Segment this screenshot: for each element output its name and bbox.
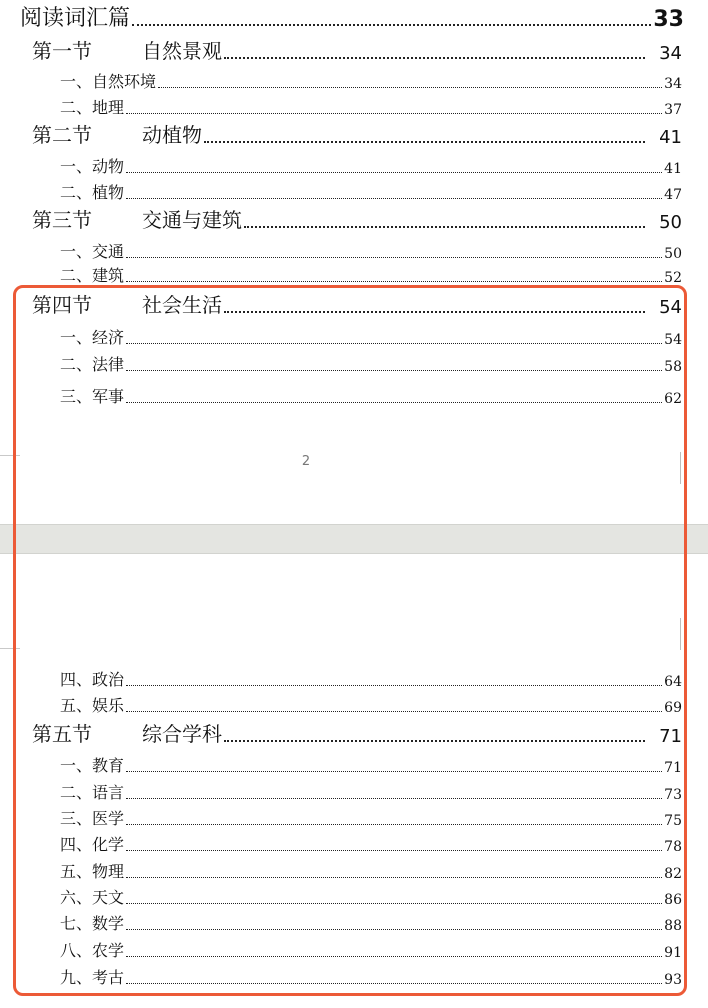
toc-section-2[interactable] bbox=[0, 122, 708, 148]
toc-leader bbox=[126, 798, 662, 799]
toc-item-label: 五、娱乐 bbox=[60, 696, 125, 715]
toc-page-number: 52 bbox=[664, 270, 682, 286]
toc-leader bbox=[126, 113, 662, 114]
toc-item-label: 三、医学 bbox=[60, 809, 125, 828]
toc-leader bbox=[126, 198, 662, 199]
toc-leader bbox=[126, 771, 662, 772]
toc-leader bbox=[204, 141, 645, 143]
toc-leader bbox=[126, 929, 662, 930]
toc-page-number: 75 bbox=[664, 813, 682, 829]
toc-page-number: 41 bbox=[664, 161, 682, 177]
toc-page-number: 50 bbox=[664, 246, 682, 262]
toc-item[interactable] bbox=[0, 266, 708, 286]
toc-item-label: 七、数学 bbox=[60, 914, 125, 933]
toc-page-number: 82 bbox=[664, 866, 682, 882]
toc-item-label: 一、经济 bbox=[60, 328, 125, 347]
section-number: 第三节 bbox=[32, 208, 92, 232]
toc-leader bbox=[126, 402, 662, 403]
toc-item[interactable] bbox=[0, 385, 708, 407]
toc-item[interactable] bbox=[0, 70, 708, 92]
toc-item-label: 四、政治 bbox=[60, 670, 125, 689]
toc-leader bbox=[126, 343, 662, 344]
page-break-gap bbox=[0, 524, 708, 554]
section-number: 第四节 bbox=[32, 293, 92, 317]
toc-page-number: 64 bbox=[664, 674, 682, 690]
toc-leader bbox=[224, 57, 645, 59]
toc-section-3[interactable] bbox=[0, 207, 708, 233]
toc-section-1[interactable] bbox=[0, 38, 708, 64]
toc-item-label: 三、军事 bbox=[60, 387, 125, 406]
toc-part-heading[interactable] bbox=[0, 2, 708, 32]
section-title: 自然景观 bbox=[142, 39, 222, 63]
toc-item[interactable] bbox=[0, 96, 708, 118]
toc-page-number: 93 bbox=[664, 972, 682, 988]
toc-item[interactable] bbox=[0, 694, 708, 716]
toc-item-label: 二、建筑 bbox=[60, 266, 125, 285]
toc-item[interactable] bbox=[0, 781, 708, 803]
toc-item[interactable] bbox=[0, 754, 708, 776]
toc-item-label: 一、教育 bbox=[60, 756, 125, 775]
toc-leader bbox=[126, 983, 662, 984]
toc-item-label: 四、化学 bbox=[60, 835, 125, 854]
toc-item-label: 六、天文 bbox=[60, 888, 125, 907]
toc-item[interactable] bbox=[0, 939, 708, 961]
toc-page-number: 54 bbox=[664, 332, 682, 348]
section-number: 第二节 bbox=[32, 123, 92, 147]
toc-page-number: 71 bbox=[659, 726, 682, 747]
toc-item-label: 一、自然环境 bbox=[60, 72, 157, 91]
toc-item[interactable] bbox=[0, 353, 708, 375]
section-number: 第一节 bbox=[32, 39, 92, 63]
toc-page-number: 33 bbox=[653, 7, 684, 32]
toc-leader bbox=[224, 740, 645, 742]
toc-item[interactable] bbox=[0, 155, 708, 177]
toc-section-5[interactable] bbox=[0, 721, 708, 747]
toc-leader bbox=[126, 877, 662, 878]
toc-leader bbox=[224, 311, 645, 313]
toc-item-label: 二、植物 bbox=[60, 183, 125, 202]
toc-leader bbox=[244, 226, 645, 228]
section-number: 第五节 bbox=[32, 722, 92, 746]
toc-item-label: 九、考古 bbox=[60, 968, 125, 987]
toc-item-label: 二、地理 bbox=[60, 98, 125, 117]
toc-page-number: 37 bbox=[664, 102, 682, 118]
toc-item[interactable] bbox=[0, 668, 708, 690]
toc-page-number: 54 bbox=[659, 297, 682, 318]
toc-page-number: 34 bbox=[664, 76, 682, 92]
toc-page-number: 62 bbox=[664, 391, 682, 407]
toc-item[interactable] bbox=[0, 833, 708, 855]
toc-item[interactable] bbox=[0, 966, 708, 988]
toc-leader bbox=[126, 903, 662, 904]
toc-leader bbox=[126, 824, 662, 825]
toc-item[interactable] bbox=[0, 240, 708, 262]
toc-item-label: 二、语言 bbox=[60, 783, 125, 802]
toc-page-number: 73 bbox=[664, 787, 682, 803]
toc-leader bbox=[126, 281, 662, 282]
toc-item[interactable] bbox=[0, 912, 708, 934]
toc-item[interactable] bbox=[0, 860, 708, 882]
toc-page-number: 34 bbox=[659, 43, 682, 64]
toc-page-number: 41 bbox=[659, 127, 682, 148]
section-title: 社会生活 bbox=[142, 293, 222, 317]
toc-section-4[interactable] bbox=[0, 292, 708, 318]
page-corner-mark bbox=[680, 618, 685, 650]
toc-page-number: 58 bbox=[664, 359, 682, 375]
toc-item-label: 五、物理 bbox=[60, 862, 125, 881]
toc-item-label: 八、农学 bbox=[60, 941, 125, 960]
toc-page-number: 91 bbox=[664, 945, 682, 961]
toc-leader bbox=[126, 956, 662, 957]
toc-leader bbox=[126, 685, 662, 686]
toc-page-number: 47 bbox=[664, 187, 682, 203]
toc-part-label: 阅读词汇篇 bbox=[20, 6, 131, 31]
toc-leader bbox=[126, 850, 662, 851]
toc-leader bbox=[132, 24, 651, 26]
toc-page-number: 78 bbox=[664, 839, 682, 855]
section-title: 交通与建筑 bbox=[142, 208, 242, 232]
section-title: 综合学科 bbox=[142, 722, 222, 746]
toc-item[interactable] bbox=[0, 181, 708, 203]
toc-leader bbox=[126, 257, 662, 258]
toc-item-label: 二、法律 bbox=[60, 355, 125, 374]
toc-page-number: 69 bbox=[664, 700, 682, 716]
toc-item[interactable] bbox=[0, 807, 708, 829]
section-title: 动植物 bbox=[142, 123, 202, 147]
toc-page-number: 86 bbox=[664, 892, 682, 908]
toc-item[interactable] bbox=[0, 326, 708, 348]
toc-page-number: 50 bbox=[659, 212, 682, 233]
toc-item[interactable] bbox=[0, 886, 708, 908]
toc-item-label: 一、动物 bbox=[60, 157, 125, 176]
toc-leader bbox=[158, 87, 662, 88]
toc-page-number: 71 bbox=[664, 760, 682, 776]
toc-leader bbox=[126, 711, 662, 712]
toc-item-label: 一、交通 bbox=[60, 242, 125, 261]
page-margin-line bbox=[0, 648, 20, 649]
page-footer-number: 2 bbox=[301, 454, 311, 469]
toc-leader bbox=[126, 172, 662, 173]
toc-page-number: 88 bbox=[664, 918, 682, 934]
page-corner-mark bbox=[680, 452, 685, 484]
toc-leader bbox=[126, 370, 662, 371]
